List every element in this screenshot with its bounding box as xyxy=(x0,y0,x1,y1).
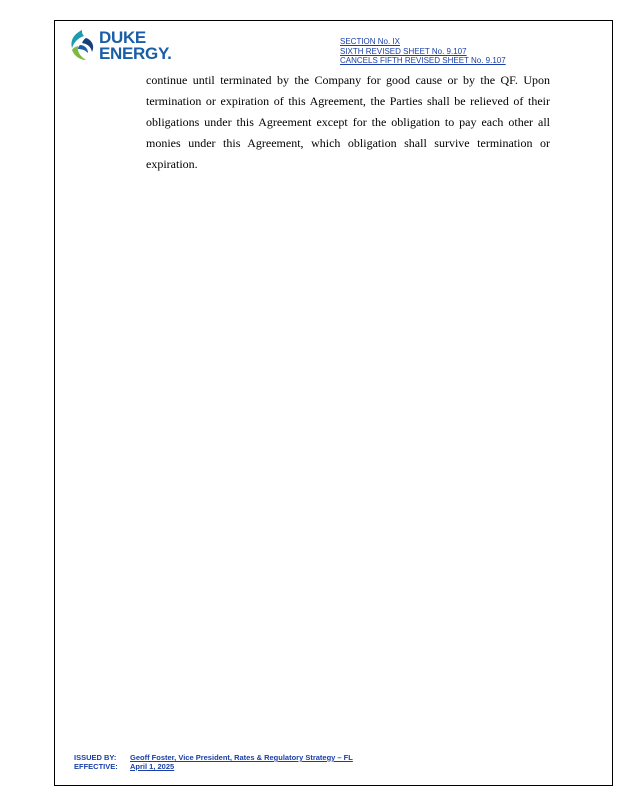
sheet-number: SIXTH REVISED SHEET No. 9.107 xyxy=(340,46,467,56)
issued-by-line xyxy=(74,753,353,762)
logo-line-duke: DUKE xyxy=(99,28,146,47)
effective-line xyxy=(74,762,353,771)
issued-by-label: ISSUED BY: xyxy=(74,753,117,762)
effective-label: EFFECTIVE: xyxy=(74,762,118,771)
effective-value: April 1, 2025 xyxy=(130,762,175,771)
section-number: SECTION No. IX xyxy=(340,37,401,46)
duke-energy-flame-icon xyxy=(68,28,98,62)
issued-by-value: Geoff Foster, Vice President, Rates & Regulatory Strategy – FL xyxy=(130,753,353,762)
logo-wordmark xyxy=(99,30,172,62)
sheet-header xyxy=(340,37,506,66)
body-paragraph: continue until terminated by the Company for good cause or by the QF. Upon termination or expiration of this Agreement, the Parties shall be relieved of their obligations under this Agreement except for the obligation to pay each other all monies under this Agreement, which obligation shall survive termination or expiration. xyxy=(146,73,550,171)
cancels-sheet: CANCELS FIFTH REVISED SHEET No. 9.107 xyxy=(340,56,506,65)
duke-energy-logo xyxy=(68,28,188,68)
logo-line-energy: ENERGY. xyxy=(99,44,172,63)
footer xyxy=(74,753,353,771)
